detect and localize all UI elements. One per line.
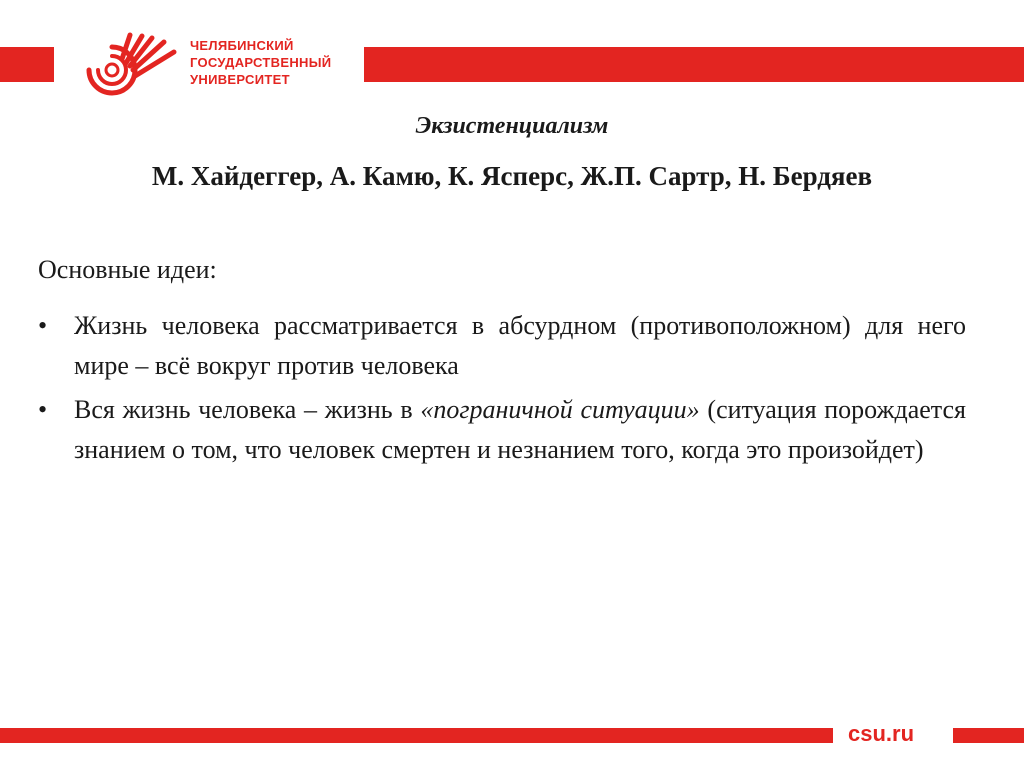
footer-stripe-right: [953, 728, 1024, 743]
slide-subtitle: М. Хайдеггер, А. Камю, К. Ясперс, Ж.П. Сартр, Н. Бердяев: [151, 161, 873, 191]
bullet-text-after: (ситуация порождается знанием о том, что человек смертен и незнанием того, когда это произойдет): [74, 395, 966, 464]
university-name-line-3: УНИВЕРСИТЕТ: [190, 72, 290, 87]
university-name-line-1: ЧЕЛЯБИНСКИЙ: [190, 38, 294, 53]
header-stripe-left: [0, 47, 54, 82]
bullet-marker: •: [38, 395, 48, 424]
ideas-label: Основные идеи:: [38, 255, 217, 284]
bullet-text: [74, 390, 966, 470]
university-name: [190, 37, 331, 88]
ideas-list: [38, 306, 966, 474]
bullet-text-before: Вся жизнь человека – жизнь в: [74, 395, 421, 424]
university-name-line-2: ГОСУДАРСТВЕННЫЙ: [190, 55, 332, 70]
bullet-text-emphasis: «пограничной ситуации»: [420, 395, 700, 424]
list-item: [38, 390, 966, 470]
bullet-text: Жизнь человека рассматривается в абсурдном (противоположном) для него мире – всё вокруг против человека: [74, 311, 966, 380]
footer-stripe-left: [0, 728, 833, 743]
csu-logo-icon: [72, 30, 182, 100]
site-link[interactable]: csu.ru: [848, 721, 915, 746]
list-item: [38, 306, 966, 386]
bullet-marker: •: [38, 311, 48, 340]
slide-title: Экзистенциализм: [415, 113, 609, 139]
header-stripe-right: [364, 47, 1024, 82]
